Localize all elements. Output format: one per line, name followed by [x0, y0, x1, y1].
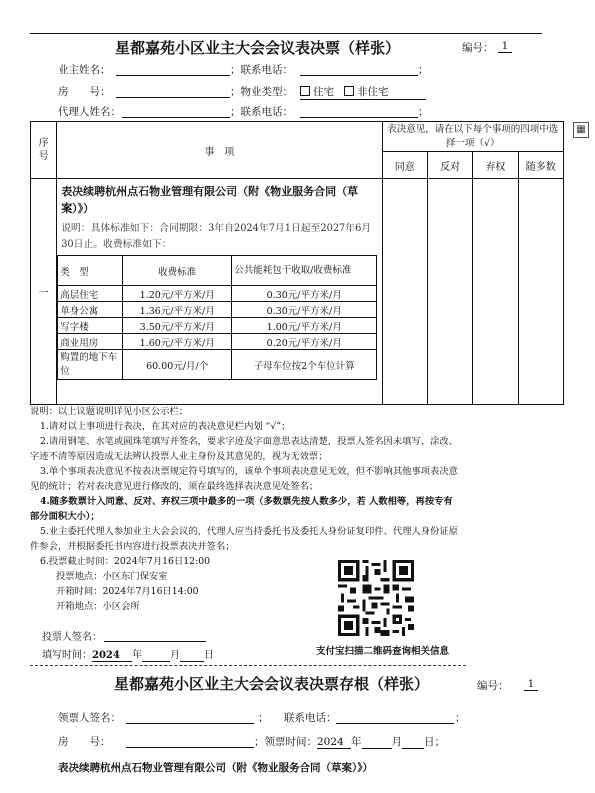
note-2a: 2.请用钢笔、水笔或圆珠笔填写并签名，要求字迹及字面意思表达清楚，投票人签名因未填写、涂改、: [40, 436, 458, 447]
fill-month-unit: 月: [170, 650, 180, 661]
fee-cell: 1.20元/平方米/月: [123, 286, 232, 302]
owner-name-label: 业主姓名：: [58, 64, 111, 76]
fee-cell: 0.30元/平方米/月: [232, 286, 377, 302]
opt-residential-label: 住宅: [313, 86, 334, 98]
fill-time-label: 填写时间：: [42, 650, 92, 661]
vote-agree-cell[interactable]: [382, 179, 427, 405]
vote-location: 投票地点：小区东门保安室: [56, 571, 168, 582]
col-item-header: 事 项: [57, 122, 382, 179]
stub-day[interactable]: [402, 736, 424, 749]
table-menu-icon[interactable]: ▦: [573, 122, 589, 138]
fill-time: [42, 646, 214, 662]
open-time: 开箱时间：2024年7月16日14:00: [56, 586, 199, 597]
note-2b: 字迹不清等原因造成无法辨认投票人业主身份及其意见的，视为无效票；: [30, 451, 328, 462]
checkbox-residential[interactable]: [300, 86, 310, 96]
fee-header-type: 类 型: [58, 256, 123, 286]
fill-year-unit: 年: [132, 650, 142, 661]
qr-caption: 支付宝扫描二维码查询相关信息: [316, 646, 450, 657]
opt-majority: 随多数: [518, 152, 563, 179]
fee-row: [58, 318, 377, 334]
qr-code[interactable]: [338, 560, 414, 636]
note-5a: 5.业主委托代理人参加业主大会会议的，代理人应当持委托书及委托人身份证复印件、代理人身份证原: [40, 526, 458, 537]
vote-table: [30, 121, 564, 405]
fee-row: [58, 286, 377, 302]
owner-name-field[interactable]: [116, 63, 230, 76]
page-title: 星都嘉苑小区业主大会会议表决票（样张）: [115, 39, 401, 57]
stub-semicolon-2: ；: [455, 712, 466, 724]
end-semicolon: ；: [418, 64, 429, 76]
voter-sign-label: 投票人签名：: [42, 632, 102, 643]
opt-agree: 同意: [382, 152, 427, 179]
proxy-phone-field[interactable]: [300, 105, 418, 118]
item-title: 表决续聘杭州点石物业管理有限公司（附《物业服务合同（草案）》）: [61, 185, 359, 215]
item-cell: [57, 179, 382, 405]
stub-receive-time: [254, 734, 445, 749]
stub-receive-time-label: ；领票时间：: [254, 736, 317, 748]
top-rule: [30, 33, 542, 34]
fee-cell: 写字楼: [58, 318, 123, 334]
stub-year-unit: 年: [351, 736, 362, 748]
stub-receiver-label: 领票人签名：: [58, 712, 121, 724]
opt-oppose: 反对: [427, 152, 472, 179]
fee-row: [58, 350, 377, 380]
stub-receiver-field[interactable]: [126, 711, 254, 724]
opt-nonresidential-label: 非住宅: [357, 86, 389, 98]
open-place: 开箱地点：小区会所: [56, 601, 140, 612]
note-4b: 部分面积大小）；: [30, 511, 100, 522]
stub-footer: 表决续聘杭州点石物业管理有限公司（附《物业服务合同（草案）》）: [58, 762, 373, 774]
stub-number-label: 编号：: [477, 680, 509, 692]
note-3a: 3.单个事项表决意见不按表决票规定符号填写的，该单个事项表决意见无效，但不影响其他事项表决意: [40, 466, 458, 477]
stub-room-label: 房 号：: [58, 736, 111, 748]
checkbox-nonresidential[interactable]: [344, 86, 354, 96]
note-5b: 件参会，并根据委托书内容进行投票表决并签名；: [30, 541, 235, 552]
fee-cell: 1.00元/平方米/月: [232, 318, 377, 334]
fee-cell: 0.30元/平方米/月: [232, 302, 377, 318]
opinion-header: 表决意见，请在以下每个事项的四项中选择一项（√）: [382, 122, 563, 152]
fill-year[interactable]: 2024: [92, 650, 132, 662]
property-type-label: ；物业类型：: [230, 86, 293, 98]
fee-cell: 3.50元/平方米/月: [123, 318, 232, 334]
number-value: 1: [498, 40, 512, 53]
vote-oppose-cell[interactable]: [427, 179, 472, 405]
stub-phone-field[interactable]: [336, 711, 454, 724]
fee-row: [58, 302, 377, 318]
fee-cell: 1.36元/平方米/月: [123, 302, 232, 318]
stub-room-field[interactable]: [126, 735, 254, 748]
note-intro: 说明：以上议题说明详见小区公示栏；: [30, 406, 189, 417]
proxy-phone-label: ；联系电话：: [230, 106, 293, 118]
cut-line: [30, 665, 466, 666]
note-4a: 4.随多数票计入同意、反对、弃权三项中最多的一项（多数票先按人数多少，若 人数相等，再按专有: [40, 496, 453, 507]
fee-cell: 商业用房: [58, 334, 123, 350]
room-field[interactable]: [116, 85, 230, 98]
fee-cell: 1.60元/平方米/月: [123, 334, 232, 350]
fee-cell: 单身公寓: [58, 302, 123, 318]
notes: [30, 404, 570, 614]
vote-majority-cell[interactable]: [518, 179, 563, 405]
fill-day[interactable]: [180, 650, 204, 662]
property-type-options: [300, 84, 426, 100]
stub-day-unit: 日；: [424, 736, 445, 748]
fee-row: [58, 334, 377, 350]
note-1: 1.请对以上事项进行表决，在其对应的表决意见栏内划 “√”；: [40, 421, 291, 432]
phone-field[interactable]: [300, 63, 418, 76]
fee-cell: 高层住宅: [58, 286, 123, 302]
proxy-name-label: 代理人姓名：: [58, 106, 121, 118]
stub-semicolon: ；: [258, 712, 269, 724]
col-seq-header: 序号: [31, 122, 57, 179]
fee-cell: 子母车位按2个车位计算: [232, 350, 377, 380]
row-seq: 一: [31, 179, 57, 405]
proxy-name-field[interactable]: [122, 105, 230, 118]
opt-abstain: 弃权: [473, 152, 518, 179]
item-desc: 说明：具体标准如下：合同期限：3年自2024年7月1日起至2027年6月30日止。收费标准如下：: [61, 223, 372, 250]
room-label: 房 号：: [58, 86, 111, 98]
fee-header-standard: 收费标准: [123, 256, 232, 286]
fee-cell: 购置的地下车位: [58, 350, 123, 380]
fee-cell: 60.00元/月/个: [123, 350, 232, 380]
stub-phone-label: 联系电话：: [284, 712, 337, 724]
stub-month[interactable]: [362, 736, 392, 749]
proxy-end-comma: ；: [418, 106, 429, 118]
fee-cell: 0.20元/平方米/月: [232, 334, 377, 350]
voter-sign-field[interactable]: [104, 629, 206, 642]
fill-day-unit: 日: [204, 650, 214, 661]
fee-table: [57, 255, 377, 380]
stub-number-value: 1: [524, 678, 538, 691]
fill-month[interactable]: [142, 650, 170, 662]
note-6: 6.投票截止时间：2024年7月16日12:00: [40, 556, 211, 567]
phone-label: ；联系电话：: [230, 64, 293, 76]
note-3b: 见的统计；若对表决意见进行修改的，须在最终选择表决意见处签名；: [30, 481, 319, 492]
fee-header-energy: 公共能耗包干收取/收费标准: [232, 256, 377, 286]
stub-year[interactable]: 2024: [317, 736, 351, 749]
stub-month-unit: 月: [391, 736, 402, 748]
number-label: 编号：: [462, 42, 494, 54]
vote-abstain-cell[interactable]: [473, 179, 518, 405]
stub-title: 星都嘉苑小区业主大会会议表决票存根（样张）: [114, 675, 430, 693]
